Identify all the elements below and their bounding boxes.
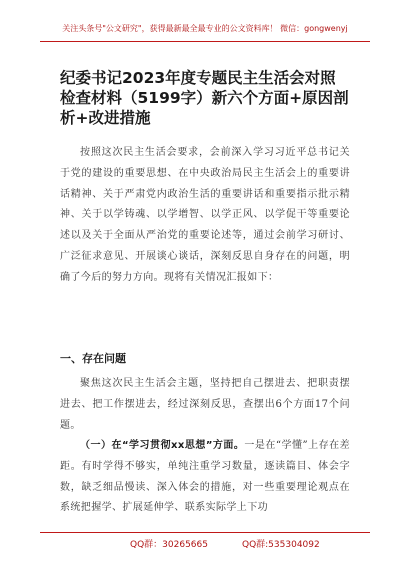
item-label: （一）在“学习贯彻xx思想”方面。 [80, 440, 245, 451]
intro-paragraph: 按照这次民主生活会要求，会前深入学习习近平总书记关于党的建设的重要思想、在中央政治局民主生活会上的重要讲话精神、关于严肃党内政治生活的重要讲话和重要指示批示精神、关于以学铸魂、以学增智、以学正风、以学促干等重要论述以及关于全面从严治党的重要论述等，通过会前学习研讨、广泛征求意见、开展谈心谈话，深刻反思自身存在的问题，明确了今后的努力方向。现将有关情况汇报如下： [60, 147, 350, 283]
footer-qq-group-1: QQ群：30265665 [130, 540, 208, 550]
footer-divider [40, 532, 370, 533]
section-heading-problems: 一、存在问题 [60, 352, 126, 365]
item-paragraph [60, 436, 350, 519]
footer-contacts [130, 537, 320, 550]
header-divider [40, 41, 370, 42]
document-title: 纪委书记2023年度专题民主生活会对照检查材料（5199字）新六个方面+原因剖析+改进措施 [60, 69, 349, 127]
item-text: 一是在“学懂”上存在差距。有时学得不够实，单纯注重学习数量，逐读篇目、体会字数，缺乏细品慢读、深入体会的措施，对一些重要理论观点在系统把握学、扩展延伸学、联系实际学上下功 [60, 440, 350, 514]
header-notice: 关注头条号"公文研究"，获得最新最全最专业的公文资料库！ 微信：gongwenyj [62, 24, 348, 33]
footer-qq-group-2: QQ群:535304092 [241, 540, 320, 550]
section-intro-paragraph: 聚焦这次民主生活会主题，坚持把自己摆进去、把职责摆进去、把工作摆进去，经过深刻反思，查摆出6个方面17个问题。 [60, 378, 350, 431]
